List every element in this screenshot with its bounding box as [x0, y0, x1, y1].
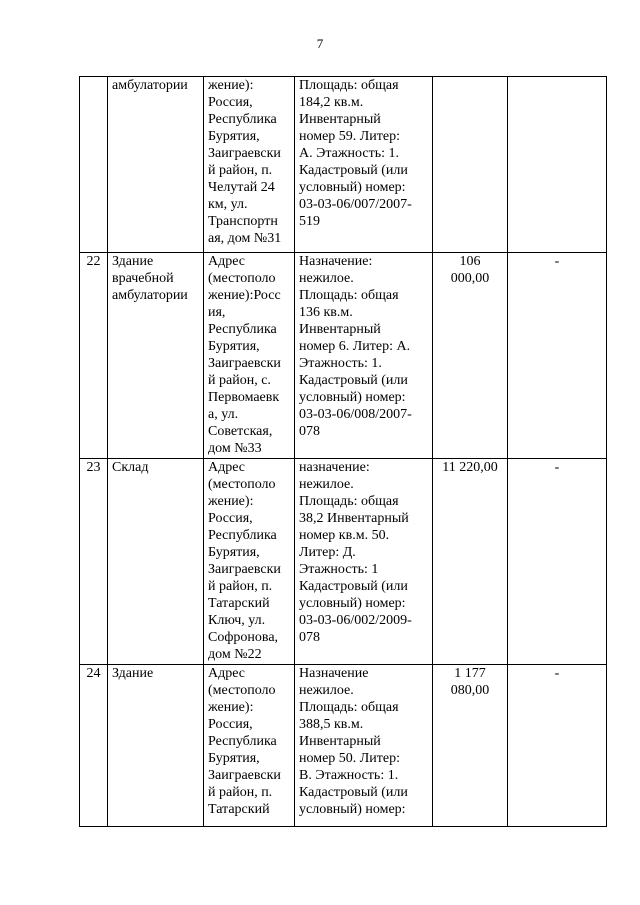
object-description — [295, 253, 433, 459]
object-description-line: Назначение: — [299, 254, 373, 269]
object-address-line: Ключ, ул. — [208, 613, 266, 628]
table-row — [80, 253, 607, 459]
object-description-line: Инвентарный — [299, 322, 381, 337]
object-address-line: Бурятия, — [208, 339, 260, 354]
object-description-line: назначение: — [299, 460, 370, 475]
object-address — [204, 459, 295, 665]
object-address — [204, 77, 295, 253]
object-address-line: жение):Росс — [208, 288, 281, 303]
object-address-line: Республика — [208, 112, 277, 127]
object-description-line: Литер: Д. — [299, 545, 356, 560]
object-address-line: Транспортн — [208, 214, 278, 229]
row-number — [80, 665, 108, 827]
object-address-line: (местополо — [208, 477, 276, 492]
object-description-line: Площадь: общая — [299, 288, 399, 303]
object-address-line: Заиграевски — [208, 768, 281, 783]
object-address-line: Бурятия, — [208, 129, 260, 144]
object-address-line: а, ул. — [208, 407, 239, 422]
object-cost-line: 080,00 — [450, 683, 490, 698]
object-description-line: Кадастровый (или — [299, 163, 408, 178]
object-address — [204, 665, 295, 827]
object-address-line: Заиграевски — [208, 562, 281, 577]
row-number — [80, 459, 108, 665]
object-address-line: дом №22 — [208, 647, 262, 662]
object-description-line: 136 кв.м. — [299, 305, 353, 320]
object-address-line: Татарский — [208, 596, 270, 611]
object-name-line: амбулатории — [112, 288, 188, 303]
table-row — [80, 459, 607, 665]
object-note-line: - — [554, 666, 560, 681]
object-address-line: ия, — [208, 305, 226, 320]
object-name — [108, 665, 204, 827]
registry-body — [80, 77, 607, 827]
object-description-line: номер 59. Литер: — [299, 129, 401, 144]
object-description-line: Площадь: общая — [299, 700, 399, 715]
object-address-line: Заиграевски — [208, 356, 281, 371]
object-description-line: нежилое. — [299, 271, 354, 286]
object-address-line: Адрес — [208, 254, 246, 269]
row-number — [80, 253, 108, 459]
object-address-line: (местополо — [208, 271, 276, 286]
object-description-line: 078 — [299, 630, 320, 645]
object-cost-line: 1 177 — [454, 666, 486, 681]
object-note — [508, 253, 607, 459]
object-description-line: 38,2 Инвентарный — [299, 511, 409, 526]
object-description-line: 03-03-06/008/2007- — [299, 407, 412, 422]
object-description-line: условный) номер: — [299, 180, 406, 195]
object-description-line: Инвентарный — [299, 112, 381, 127]
row-number-line: 22 — [86, 254, 101, 269]
object-description-line: В. Этажность: 1. — [299, 768, 399, 783]
object-name — [108, 77, 204, 253]
object-description-line: условный) номер: — [299, 802, 406, 817]
object-cost — [433, 665, 508, 827]
object-name-line: Здание — [112, 254, 154, 269]
object-address-line: й район, п. — [208, 163, 273, 178]
object-description-line: 03-03-06/002/2009- — [299, 613, 412, 628]
object-address-line: Республика — [208, 528, 277, 543]
row-number-line: 24 — [86, 666, 101, 681]
object-description — [295, 665, 433, 827]
object-description — [295, 459, 433, 665]
object-address — [204, 253, 295, 459]
object-description-line: Этажность: 1 — [299, 562, 379, 577]
object-cost — [433, 459, 508, 665]
object-address-line: Заиграевски — [208, 146, 281, 161]
object-address-line: Республика — [208, 322, 277, 337]
object-description-line: номер 6. Литер: А. — [299, 339, 411, 354]
object-address-line: жение): — [208, 700, 254, 715]
object-description-line: Назначение — [299, 666, 369, 681]
table-row — [80, 77, 607, 253]
object-name-line: Склад — [112, 460, 149, 475]
object-name — [108, 253, 204, 459]
object-address-line: Софронова, — [208, 630, 279, 645]
object-address-line: жение): — [208, 78, 254, 93]
object-cost-line: 000,00 — [450, 271, 490, 286]
object-address-line: Челутай 24 — [208, 180, 275, 195]
object-description-line: Кадастровый (или — [299, 373, 408, 388]
page-number: 7 — [316, 36, 324, 51]
object-address-line: (местополо — [208, 683, 276, 698]
object-note — [508, 459, 607, 665]
object-description-line: нежилое. — [299, 477, 354, 492]
object-note-line: - — [554, 254, 560, 269]
object-description — [295, 77, 433, 253]
object-description-line: Кадастровый (или — [299, 785, 408, 800]
row-number — [80, 77, 108, 253]
object-address-line: Республика — [208, 734, 277, 749]
object-description-line: 388,5 кв.м. — [299, 717, 364, 732]
object-cost-line: 106 — [459, 254, 481, 269]
property-registry-table — [79, 76, 607, 827]
object-description-line: 078 — [299, 424, 320, 439]
object-name — [108, 459, 204, 665]
row-number-line: 23 — [86, 460, 101, 475]
object-name-line: амбулатории — [112, 78, 188, 93]
object-note — [508, 665, 607, 827]
object-description-line: А. Этажность: 1. — [299, 146, 399, 161]
object-address-line: й район, с. — [208, 373, 271, 388]
object-address-line: й район, п. — [208, 579, 273, 594]
object-address-line: Татарский — [208, 802, 270, 817]
object-address-line: жение): — [208, 494, 254, 509]
object-address-line: Адрес — [208, 666, 246, 681]
object-description-line: 184,2 кв.м. — [299, 95, 364, 110]
object-address-line: Бурятия, — [208, 545, 260, 560]
object-address-line: й район, п. — [208, 785, 273, 800]
object-description-line: Этажность: 1. — [299, 356, 382, 371]
object-address-line: ая, дом №31 — [208, 231, 282, 246]
object-address-line: Россия, — [208, 717, 253, 732]
table-row — [80, 665, 607, 827]
object-description-line: номер 50. Литер: — [299, 751, 401, 766]
object-description-line: условный) номер: — [299, 390, 406, 405]
object-cost — [433, 77, 508, 253]
object-cost-line: 11 220,00 — [442, 460, 498, 475]
object-name-line: врачебной — [112, 271, 174, 286]
object-address-line: Первомаевк — [208, 390, 280, 405]
object-description-line: номер кв.м. 50. — [299, 528, 390, 543]
object-note — [508, 77, 607, 253]
object-description-line: нежилое. — [299, 683, 354, 698]
object-description-line: 03-03-06/007/2007- — [299, 197, 412, 212]
object-name-line: Здание — [112, 666, 154, 681]
object-description-line: Инвентарный — [299, 734, 381, 749]
object-cost — [433, 253, 508, 459]
object-description-line: условный) номер: — [299, 596, 406, 611]
object-address-line: Россия, — [208, 511, 253, 526]
object-address-line: Адрес — [208, 460, 246, 475]
object-description-line: Кадастровый (или — [299, 579, 408, 594]
object-address-line: Советская, — [208, 424, 273, 439]
object-address-line: Бурятия, — [208, 751, 260, 766]
object-address-line: Россия, — [208, 95, 253, 110]
object-description-line: 519 — [299, 214, 320, 229]
object-address-line: км, ул. — [208, 197, 248, 212]
object-description-line: Площадь: общая — [299, 494, 399, 509]
object-description-line: Площадь: общая — [299, 78, 399, 93]
object-note-line: - — [554, 460, 560, 475]
object-address-line: дом №33 — [208, 441, 262, 456]
